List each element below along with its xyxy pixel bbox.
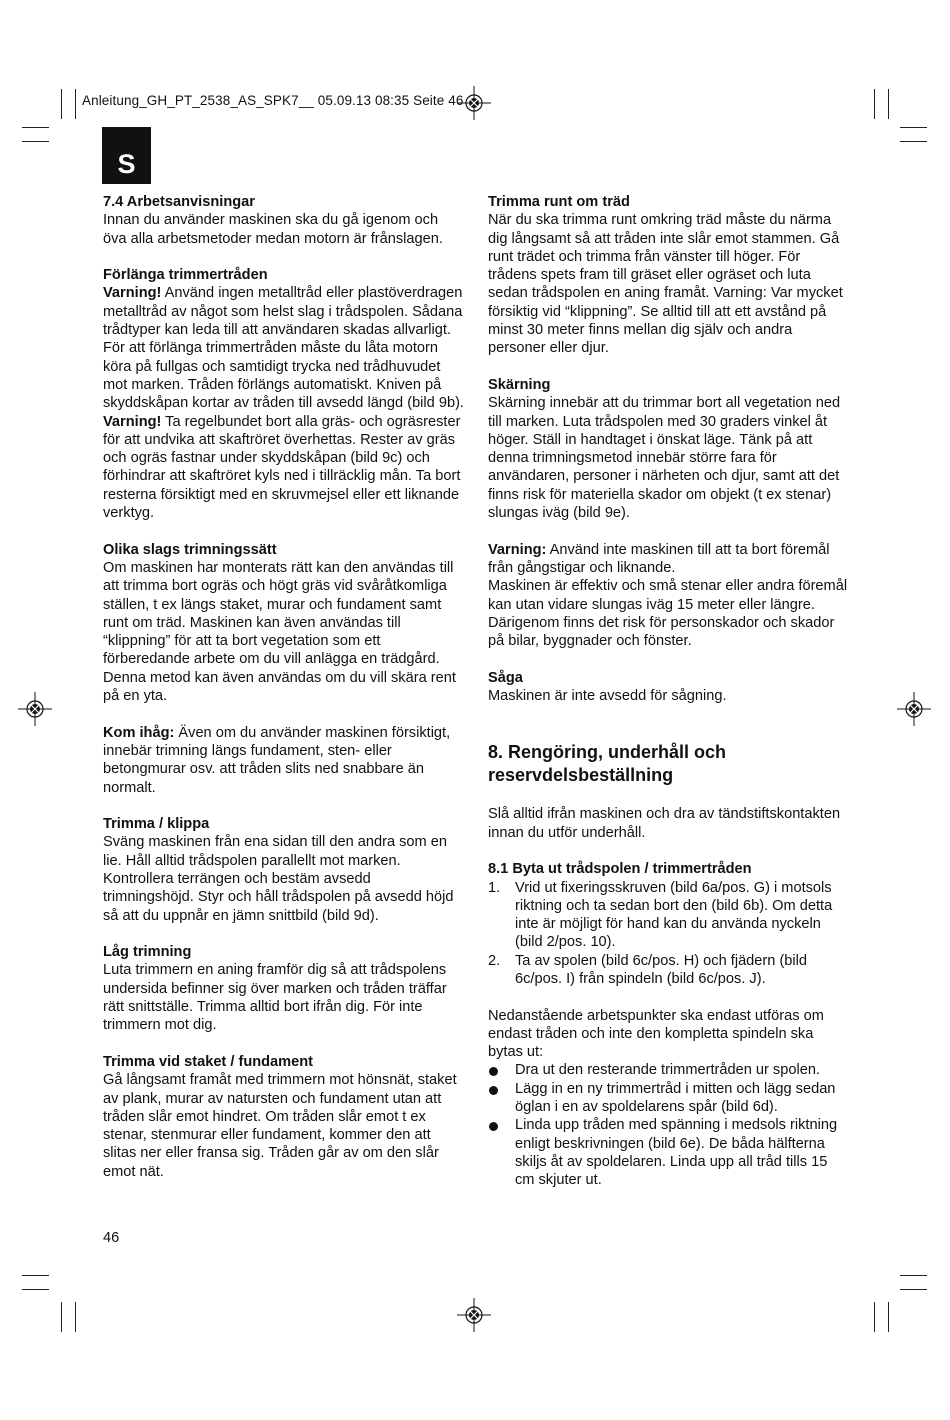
warning-label: Varning!	[103, 413, 162, 430]
section-fence	[103, 1053, 465, 1181]
warning-label: Varning:	[488, 541, 547, 558]
section-title: Trimma vid staket / fundament	[103, 1053, 314, 1070]
section-text: För att förlänga trimmertråden måste du låta motorn köra på fullgas och samtidigt trycka ned trådhuvudet mot marken. Tråden förlängs automatiskt. Kniven på skyddskåpan kortar av tråden till avsedd längd (bild 9b).	[103, 340, 464, 412]
note-label: Kom ihåg:	[103, 724, 175, 741]
section-text: Maskinen är inte avsedd för sågning.	[488, 688, 727, 705]
section-thread-only	[488, 1007, 850, 1190]
bullet-icon	[489, 1122, 498, 1131]
step-text: Ta av spolen (bild 6c/pos. H) och fjädern (bild 6c/pos. I) från spindeln (bild 6c/pos. J).	[515, 952, 808, 987]
bullet-text: Lägg in en ny trimmertråd i mitten och lägg sedan öglan i en av spoldelarens spår (bild 6d).	[515, 1080, 836, 1116]
section-text: Sväng maskinen från ena sidan till den andra som en lie. Håll alltid trådspolen parallellt mot marken. Kontrollera terrängen och bestäm avsedd trimningshöjd. Styr och håll trådspolen på avsedd höjd så att du uppnår en jämn snittbild (bild 9d).	[103, 834, 454, 924]
step-number: 2.	[488, 952, 501, 969]
warning-label: Varning!	[103, 285, 162, 302]
step-number: 1.	[488, 879, 501, 896]
section-text: Nedanstående arbetspunkter ska endast utföras om endast tråden och inte den kompletta spindeln ska bytas ut:	[488, 1007, 824, 1061]
warning-paragraph	[488, 541, 850, 578]
step-text: Vrid ut fixeringsskruven (bild 6a/pos. G) i motsols riktning och ta sedan bort den (bild 6b). Om detta inte är möjligt för hand kan du använda nyckeln (bild 2/pos. 10).	[515, 879, 833, 951]
section-warning-paths	[488, 541, 850, 651]
warning-text: Använd ingen metalltråd eller plastöverdragen metalltråd av något som helst slag i trådspolen. Sådana trådtyper kan leda till att användaren skadas allvarligt.	[103, 285, 463, 339]
bullet-text: Linda upp tråden med spänning i medsols riktning enligt beskrivningen (bild 6e). De båda hälfterna skiljs åt av spoldelaren. Linda upp all tråd tills 15 cm skjuter ut.	[515, 1117, 838, 1189]
section-title: Olika slags trimningssätt	[103, 541, 277, 558]
section-title: Trimma runt om träd	[488, 194, 630, 210]
warning-text: Använd inte maskinen till att ta bort föremål från gångstigar och liknande.	[488, 541, 830, 576]
section-text: När du ska trimma runt omkring träd måste du närma dig långsamt så att tråden inte slår emot stammen. Gå runt trädet och trimma från vänster till höger. För trådens spets fram till gräset eller ogräset och luta sedan trådspolen en aning framåt. Varning: Var mycket försiktig vid “klippning”. Se alltid till att ett avstånd på minst 30 meter finns mellan dig själv och andra personer eller djur.	[488, 212, 843, 357]
bullet-icon	[489, 1067, 498, 1076]
section-text: Maskinen är effektiv och små stenar eller andra föremål kan utan vidare slungas iväg 15 meter eller längre. Därigenom finns det risk för personskador och skador på bilar, byggnader och fönster.	[488, 578, 848, 650]
language-marker	[102, 127, 151, 184]
section-title: Skärning	[488, 376, 551, 393]
section-saw	[488, 669, 850, 706]
warning-paragraph	[103, 413, 465, 523]
print-slug: Anleitung_GH_PT_2538_AS_SPK7__ 05.09.13 08:35 Seite 46	[82, 93, 464, 108]
section-extend-line	[103, 266, 465, 522]
section-text: Luta trimmern en aning framför dig så att trådspolens undersida befinner sig över marken och tråden träffar rätt snittställe. Trimma alltid bort ifrån dig. För inte trimmern mot dig.	[103, 962, 447, 1034]
left-column	[103, 193, 465, 1199]
section-text: Om maskinen har monterats rätt kan den användas till att trimma bort ogräs och högt gräs vid svåråtkomliga ställen, t ex längs staket, murar och fundament samt runt om träd. Maskinen kan även användas till “klippning” för att ta bort vegetation som ett förberedande arbete om du vill anlägga en trädgård. Denna metod kan även användas om du vill skära rent på en yta.	[103, 559, 456, 705]
section-text: Skärning innebär att du trimmar bort all vegetation ned till marken. Luta trådspolen med 30 graders vinkel åt höger. Ställ in handtaget i önskat läge. Tänk på att denna trimningsmetod innebär större fara för användaren, personer i närheten och djur, samt att det finns risk för materiella skador om objekt (t ex stenar) slungas iväg (bild 9e).	[488, 395, 841, 522]
bullet-text: Dra ut den resterande trimmertråden ur spolen.	[515, 1062, 820, 1079]
list-item	[488, 1061, 850, 1079]
note-text: Även om du använder maskinen försiktigt, innebär trimning längs fundament, sten- eller betongmurar osv. att tråden slits ned snabbare än normalt.	[103, 724, 451, 796]
warning-paragraph	[103, 284, 465, 339]
list-item	[488, 1080, 850, 1117]
chapter-intro	[488, 805, 850, 842]
section-title: 7.4 Arbetsanvisningar	[103, 194, 255, 210]
section-title: Såga	[488, 669, 523, 686]
section-7-4	[103, 193, 465, 248]
section-8-1	[488, 860, 850, 988]
page-number: 46	[103, 1230, 120, 1246]
section-title: Förlänga trimmertråden	[103, 267, 268, 284]
section-trees	[488, 193, 850, 358]
language-marker-label: S	[117, 149, 136, 179]
section-text: Gå långsamt framåt med trimmern mot hönsnät, staket av plank, murar av natursten och fundament utan att tråden slår emot hindret. Om tråden slår emot t ex stenar, stenmurar eller fundament, kommer den att slitas ner eller fransa sig. Tråden går av om den slår emot nät.	[103, 1072, 457, 1180]
section-title: Låg trimning	[103, 944, 192, 961]
section-trim-methods	[103, 541, 465, 706]
list-item	[488, 879, 850, 952]
section-remember	[103, 724, 465, 797]
section-title: Trimma / klippa	[103, 816, 210, 833]
section-title: 8.1 Byta ut trådspolen / trimmertråden	[488, 861, 752, 878]
section-text: Slå alltid ifrån maskinen och dra av tändstiftskontakten innan du utför underhåll.	[488, 806, 841, 841]
note-paragraph	[103, 724, 465, 797]
registration-mark-icon	[18, 692, 52, 726]
chapter-title: 8. Rengöring, underhåll och reservdelsbeställning	[488, 742, 727, 786]
bullet-list	[488, 1061, 850, 1189]
bullet-icon	[489, 1086, 498, 1095]
section-text: Innan du använder maskinen ska du gå igenom och öva alla arbetsmetoder medan motorn är frånslagen.	[103, 212, 443, 247]
list-item	[488, 1116, 850, 1189]
registration-mark-icon	[457, 1298, 491, 1332]
list-item	[488, 952, 850, 989]
section-cutting	[488, 376, 850, 522]
warning-text: Ta regelbundet bort alla gräs- och ogräsrester för att undvika att skaftröret överhettas. Rester av gräs och ogräs fastnar under skyddskåpan (bild 9c) och förhindrar att skaftröret kyls ned i tillräcklig mån. Ta bort resterna försiktigt med en skruvmejsel eller ett liknande verktyg.	[103, 413, 461, 522]
step-list	[488, 879, 850, 989]
section-trim-cut	[103, 815, 465, 925]
registration-mark-icon	[897, 692, 931, 726]
right-column	[488, 193, 850, 1208]
section-low-trim	[103, 943, 465, 1034]
